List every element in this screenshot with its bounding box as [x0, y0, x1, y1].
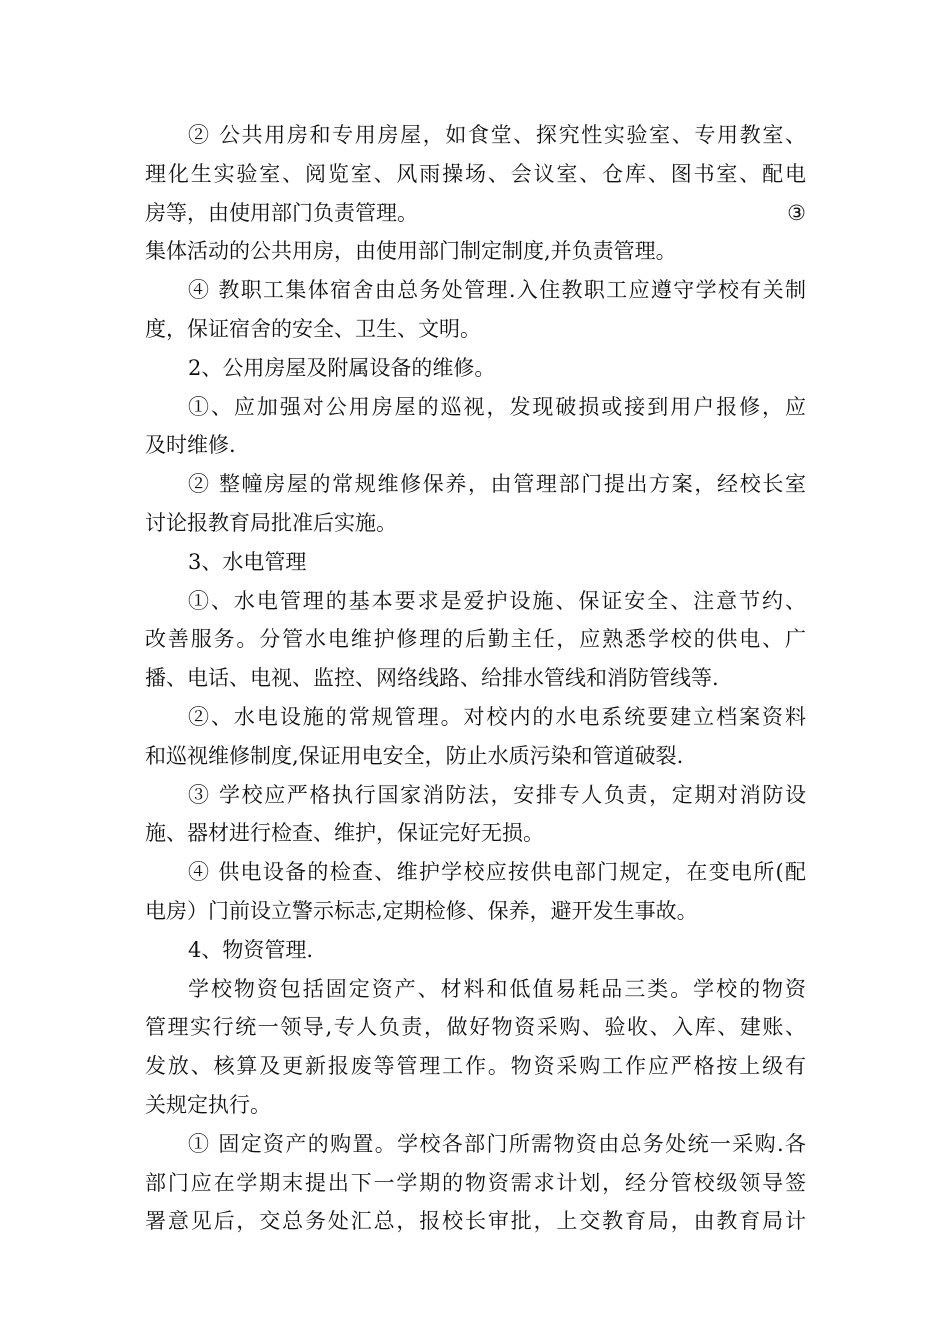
- text-line: 关规定执行。: [145, 1092, 271, 1117]
- text-line: 部门应在学期末提出下一学期的物资需求计划，经分管校级领导签: [145, 1170, 806, 1195]
- text-line: ② 整幢房屋的常规维修保养，由管理部门提出方案，经校长室: [188, 472, 806, 497]
- text-line: 署意见后，交总务处汇总，报校长审批，上交教育局，由教育局计: [145, 1209, 806, 1234]
- text-line: 度，保证宿舍的安全、卫生、文明。: [145, 316, 481, 341]
- text-line: 集体活动的公共用房，由使用部门制定制度,并负责管理。: [145, 239, 677, 264]
- text-line: ②、水电设施的常规管理。对校内的水电系统要建立档案资料: [188, 704, 806, 729]
- text-line: 发放、核算及更新报废等管理工作。物资采购工作应严格按上级有: [145, 1054, 806, 1079]
- text-line-main: 房等，由使用部门负责管理。: [145, 200, 418, 225]
- text-line: 4、物资管理.: [188, 937, 314, 962]
- text-line: 2、公用房屋及附属设备的维修。: [188, 355, 496, 380]
- text-line-trailing: ③: [787, 200, 806, 225]
- text-line: 讨论报教育局批准后实施。: [145, 510, 397, 535]
- text-line: 改善服务。分管水电维护修理的后勤主任，应熟悉学校的供电、广: [145, 627, 806, 652]
- text-line: ①、水电管理的基本要求是爱护设施、保证安全、注意节约、: [188, 588, 806, 613]
- text-line: 3、水电管理: [188, 549, 307, 574]
- text-line: 施、器材进行检查、维护，保证完好无损。: [145, 821, 544, 846]
- text-line: ① 固定资产的购置。学校各部门所需物资由总务处统一采购.各: [188, 1131, 806, 1156]
- text-line: 理化生实验室、阅览室、风雨操场、会议室、仓库、图书室、配电: [145, 161, 806, 186]
- text-line: 及时维修.: [145, 433, 236, 458]
- text-line: [145, 194, 806, 233]
- text-line: 和巡视维修制度,保证用电安全，防止水质污染和管道破裂.: [145, 743, 684, 768]
- text-line: 管理实行统一领导,专人负责，做好物资采购、验收、入库、建账、: [145, 1015, 806, 1040]
- text-line: 电房）门前设立警示标志,定期检修、保养，避开发生事故。: [145, 898, 698, 923]
- text-line: ①、应加强对公用房屋的巡视，发现破损或接到用户报修，应: [188, 394, 806, 419]
- text-line: 播、电话、电视、监控、网络线路、给排水管线和消防管线等.: [145, 666, 719, 691]
- text-line: ② 公共用房和专用房屋，如食堂、探究性实验室、专用教室、: [188, 123, 806, 147]
- text-line: ④ 教职工集体宿舍由总务处管理.入住教职工应遵守学校有关制: [188, 278, 806, 303]
- text-line: ④ 供电设备的检查、维护学校应按供电部门规定，在变电所(配: [188, 860, 806, 885]
- text-line: 学校物资包括固定资产、材料和低值易耗品三类。学校的物资: [188, 976, 806, 1001]
- document-page: [145, 116, 806, 1241]
- text-line: ③ 学校应严格执行国家消防法，安排专人负责，定期对消防设: [188, 782, 806, 807]
